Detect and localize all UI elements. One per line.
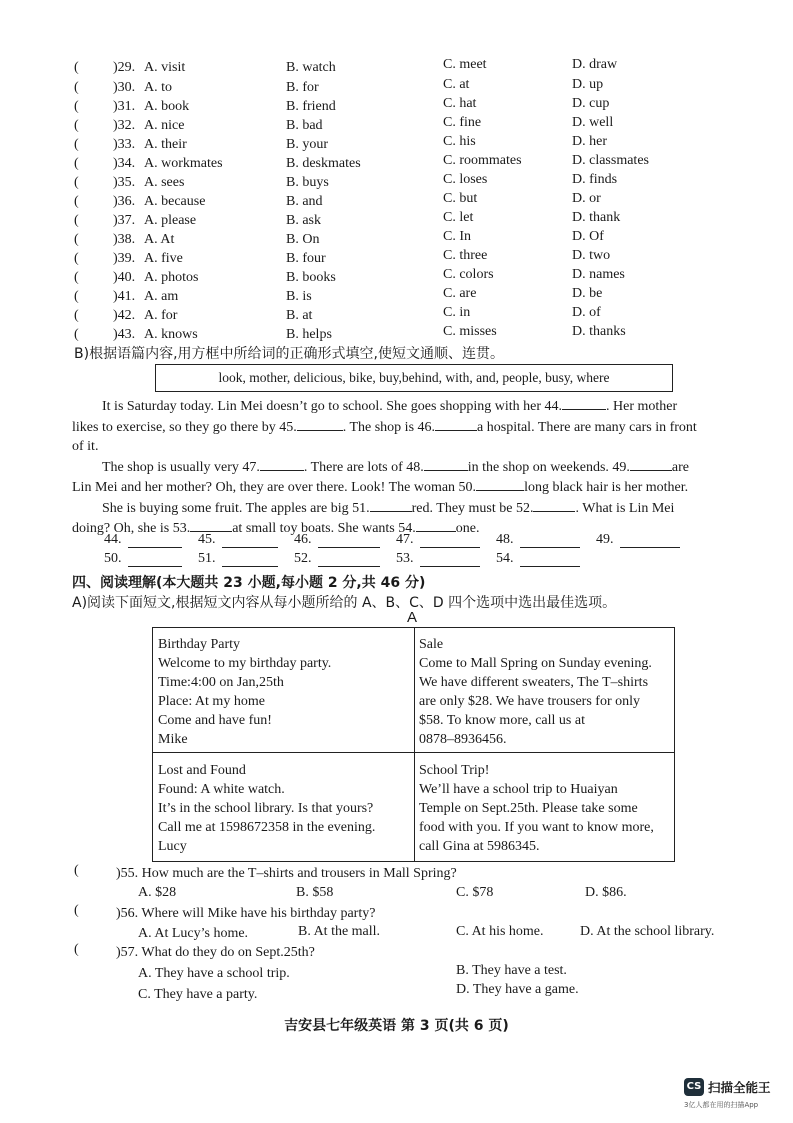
answer-line bbox=[128, 534, 182, 548]
option-c: C. are bbox=[443, 286, 477, 301]
cloze-row bbox=[0, 96, 793, 118]
notice-birthday bbox=[158, 635, 331, 749]
question-number: )35. bbox=[113, 175, 136, 190]
answer-paren[interactable]: ( bbox=[74, 156, 79, 171]
answer-row-1 bbox=[0, 532, 793, 552]
question-number: )41. bbox=[113, 289, 136, 304]
passage-letter: A bbox=[407, 609, 418, 626]
option-a: A. $28 bbox=[138, 885, 177, 900]
answer-label: 52. bbox=[294, 551, 312, 566]
option-a: A. because bbox=[144, 194, 206, 209]
blank-47 bbox=[260, 457, 304, 471]
answer-paren[interactable]: ( bbox=[74, 175, 79, 190]
option-d: D. finds bbox=[572, 172, 618, 187]
option-d: D. be bbox=[572, 286, 603, 301]
option-d: D. up bbox=[572, 77, 604, 92]
p3-line1c: . What is Lin Mei bbox=[575, 500, 675, 516]
passage-b bbox=[72, 396, 762, 539]
blank-52 bbox=[533, 498, 575, 512]
cloze-row bbox=[0, 57, 793, 79]
table-divider-horizontal bbox=[153, 752, 674, 753]
option-c: C. three bbox=[443, 248, 488, 263]
option-b: B. helps bbox=[286, 327, 332, 342]
answer-label: 49. bbox=[596, 532, 614, 547]
question-number: )30. bbox=[113, 80, 136, 95]
answer-label: 50. bbox=[104, 551, 122, 566]
option-a: A. book bbox=[144, 99, 190, 114]
answer-paren[interactable]: ( bbox=[74, 118, 79, 133]
answer-paren[interactable]: ( bbox=[74, 270, 79, 285]
option-d: D. of bbox=[572, 305, 601, 320]
option-b: B. your bbox=[286, 137, 328, 152]
notice-line: Place: At my home bbox=[158, 694, 265, 709]
notice-line: food with you. If you want to know more, bbox=[419, 820, 654, 835]
section-four-instruction: A)阅读下面短文,根据短文内容从每小题所给的 A、B、C、D 四个选项中选出最佳选项。 bbox=[72, 595, 617, 611]
option-b: B. At the mall. bbox=[298, 924, 381, 939]
option-a: A. They have a school trip. bbox=[138, 966, 290, 981]
answer-line bbox=[520, 553, 580, 567]
notice-lost-found bbox=[158, 761, 375, 856]
option-d: D. $86. bbox=[585, 885, 627, 900]
notice-line: Come to Mall Spring on Sunday evening. bbox=[419, 656, 652, 671]
notice-line: are only $28. We have trousers for only bbox=[419, 694, 640, 709]
option-a: A. knows bbox=[144, 327, 198, 342]
option-d: D. her bbox=[572, 134, 607, 149]
question-number: )36. bbox=[113, 194, 136, 209]
option-d: D. thank bbox=[572, 210, 621, 225]
p2-line1d: are bbox=[671, 459, 689, 475]
notice-title: Birthday Party bbox=[158, 637, 241, 652]
notice-title: School Trip! bbox=[419, 763, 490, 778]
answer-paren[interactable]: ( bbox=[74, 903, 79, 918]
answer-label: 44. bbox=[104, 532, 122, 547]
option-b: B. books bbox=[286, 270, 336, 285]
option-b: B. friend bbox=[286, 99, 336, 114]
option-b: B. watch bbox=[286, 60, 336, 75]
option-b: B. $58 bbox=[296, 885, 334, 900]
cloze-row bbox=[0, 77, 793, 99]
option-c: C. at bbox=[443, 77, 470, 92]
answer-label: 53. bbox=[396, 551, 414, 566]
option-a: A. for bbox=[144, 308, 178, 323]
notice-line: call Gina at 5986345. bbox=[419, 839, 540, 854]
p1-line2a: likes to exercise, so they go there by 45. bbox=[72, 419, 297, 435]
cloze-row bbox=[0, 172, 793, 194]
option-a: A. workmates bbox=[144, 156, 223, 171]
answer-line bbox=[420, 553, 480, 567]
option-a: A. nice bbox=[144, 118, 185, 133]
p1-line2b: . The shop is 46. bbox=[342, 419, 436, 435]
answer-paren[interactable]: ( bbox=[74, 137, 79, 152]
option-a: A. sees bbox=[144, 175, 185, 190]
answer-line bbox=[222, 534, 278, 548]
option-d: D. Of bbox=[572, 229, 604, 244]
answer-paren[interactable]: ( bbox=[74, 60, 79, 75]
cloze-row bbox=[0, 153, 793, 175]
notice-line: Time:4:00 on Jan,25th bbox=[158, 675, 284, 690]
p2-line1c: in the shop on weekends. 49. bbox=[467, 459, 630, 475]
table-divider-vertical bbox=[414, 628, 415, 861]
answer-paren[interactable]: ( bbox=[74, 194, 79, 209]
answer-label: 47. bbox=[396, 532, 414, 547]
notices-table bbox=[152, 627, 675, 862]
notice-line: Mike bbox=[158, 732, 188, 747]
answer-line bbox=[420, 534, 480, 548]
p2-line1b: . There are lots of 48. bbox=[303, 459, 424, 475]
camscanner-icon: CS bbox=[684, 1078, 704, 1096]
notice-line: Come and have fun! bbox=[158, 713, 272, 728]
option-b: B. and bbox=[286, 194, 323, 209]
notice-line: We’ll have a school trip to Huaiyan bbox=[419, 782, 618, 797]
option-c: C. $78 bbox=[456, 885, 494, 900]
question-number: )33. bbox=[113, 137, 136, 152]
option-d: D. names bbox=[572, 267, 625, 282]
section-b-instruction: B)根据语篇内容,用方框中所给词的正确形式填空,使短文通顺、连贯。 bbox=[74, 346, 504, 362]
option-a: A. visit bbox=[144, 60, 186, 75]
notice-line: 0878–8936456. bbox=[419, 732, 507, 747]
cloze-row bbox=[0, 210, 793, 232]
word-box: look, mother, delicious, bike, buy,behind, with, and, people, busy, where bbox=[155, 364, 673, 392]
p3-line1b: red. They must be 52. bbox=[411, 500, 534, 516]
answer-paren[interactable]: ( bbox=[74, 99, 79, 114]
answer-paren[interactable]: ( bbox=[74, 213, 79, 228]
option-b: B. four bbox=[286, 251, 326, 266]
option-a: A. please bbox=[144, 213, 197, 228]
answer-paren[interactable]: ( bbox=[74, 289, 79, 304]
option-d: D. two bbox=[572, 248, 611, 263]
option-c: C. They have a party. bbox=[138, 987, 258, 1002]
option-a: A. to bbox=[144, 80, 172, 95]
option-b: B. is bbox=[286, 289, 312, 304]
option-d: D. cup bbox=[572, 96, 610, 111]
notice-title: Lost and Found bbox=[158, 763, 246, 778]
cloze-row bbox=[0, 305, 793, 327]
section-four-heading: 四、阅读理解(本大题共 23 小题,每小题 2 分,共 46 分) bbox=[72, 575, 426, 591]
answer-line bbox=[318, 534, 380, 548]
cloze-row bbox=[0, 229, 793, 251]
answer-row-2 bbox=[0, 551, 793, 571]
option-c: C. colors bbox=[443, 267, 494, 282]
option-d: D. classmates bbox=[572, 153, 649, 168]
option-b: B. They have a test. bbox=[456, 963, 567, 978]
option-c: C. his bbox=[443, 134, 476, 149]
option-d: D. draw bbox=[572, 57, 618, 72]
blank-45 bbox=[297, 417, 343, 431]
question-number: )29. bbox=[113, 60, 136, 75]
answer-label: 45. bbox=[198, 532, 216, 547]
option-b: B. for bbox=[286, 80, 319, 95]
answer-line bbox=[318, 553, 380, 567]
blank-54 bbox=[416, 518, 456, 532]
page-footer: 吉安县七年级英语 第 3 页(共 6 页) bbox=[284, 1018, 509, 1034]
option-c: C. At his home. bbox=[456, 924, 544, 939]
answer-paren[interactable]: ( bbox=[74, 232, 79, 247]
blank-46 bbox=[435, 417, 477, 431]
option-a: A. am bbox=[144, 289, 179, 304]
answer-paren[interactable]: ( bbox=[74, 863, 79, 878]
p2-line2b: long black hair is her mother. bbox=[524, 480, 689, 495]
option-b: B. ask bbox=[286, 213, 321, 228]
question-stem: )57. What do they do on Sept.25th? bbox=[116, 945, 315, 960]
question-stem: )55. How much are the T–shirts and trousers in Mall Spring? bbox=[116, 866, 457, 881]
notice-line: We have different sweaters, The T–shirts bbox=[419, 675, 649, 690]
question-number: )40. bbox=[113, 270, 136, 285]
option-c: C. meet bbox=[443, 57, 487, 72]
answer-line bbox=[620, 534, 680, 548]
p3-line1a: She is buying some fruit. The apples are big 51. bbox=[102, 500, 370, 516]
p2-line1a: The shop is usually very 47. bbox=[102, 459, 260, 475]
option-a: A. their bbox=[144, 137, 187, 152]
p1-line1a: It is Saturday today. Lin Mei doesn’t go to school. She goes shopping with her 44. bbox=[102, 399, 563, 414]
notice-line: Call me at 1598672358 in the evening. bbox=[158, 820, 376, 835]
question-number: )39. bbox=[113, 251, 136, 266]
notice-line: Temple on Sept.25th. Please take some bbox=[419, 801, 638, 816]
cloze-row bbox=[0, 267, 793, 289]
cloze-row bbox=[0, 286, 793, 308]
option-c: C. loses bbox=[443, 172, 488, 187]
cloze-row bbox=[0, 248, 793, 270]
answer-paren[interactable]: ( bbox=[74, 308, 79, 323]
answer-paren[interactable]: ( bbox=[74, 251, 79, 266]
question-number: )42. bbox=[113, 308, 136, 323]
answer-label: 51. bbox=[198, 551, 216, 566]
option-c: C. in bbox=[443, 305, 471, 320]
question-number: )32. bbox=[113, 118, 136, 133]
answer-label: 54. bbox=[496, 551, 514, 566]
p1-line1b: . Her mother bbox=[606, 399, 678, 414]
option-c: C. let bbox=[443, 210, 474, 225]
answer-line bbox=[520, 534, 580, 548]
blank-50 bbox=[476, 477, 524, 491]
scanner-name: 扫描全能王 bbox=[708, 1080, 771, 1095]
notice-line: Found: A white watch. bbox=[158, 782, 285, 797]
question-number: )31. bbox=[113, 99, 136, 114]
blank-51 bbox=[370, 498, 412, 512]
notice-school-trip bbox=[419, 761, 654, 856]
option-d: D. They have a game. bbox=[456, 982, 579, 997]
scanner-tagline: 3亿人都在用的扫描App bbox=[684, 1101, 759, 1109]
option-c: C. fine bbox=[443, 115, 482, 130]
p1-line3: of it. bbox=[72, 439, 99, 454]
cloze-row bbox=[0, 191, 793, 213]
option-d: D. thanks bbox=[572, 324, 626, 339]
question-stem: )56. Where will Mike have his birthday party? bbox=[116, 906, 376, 921]
p3-line2a: doing? Oh, she is 53. bbox=[72, 521, 191, 536]
option-a: A. At Lucy’s home. bbox=[138, 926, 249, 941]
option-b: B. deskmates bbox=[286, 156, 361, 171]
answer-line bbox=[222, 553, 278, 567]
blank-48 bbox=[424, 457, 468, 471]
notice-line: $58. To know more, call us at bbox=[419, 713, 585, 728]
option-d: D. At the school library. bbox=[580, 924, 715, 939]
cloze-row bbox=[0, 134, 793, 156]
option-c: C. In bbox=[443, 229, 471, 244]
answer-label: 46. bbox=[294, 532, 312, 547]
p3-line2c: one. bbox=[455, 521, 480, 536]
p3-line2b: at small toy boats. She wants 54. bbox=[232, 521, 416, 536]
notice-title: Sale bbox=[419, 637, 444, 652]
blank-53 bbox=[190, 518, 232, 532]
answer-paren[interactable]: ( bbox=[74, 80, 79, 95]
option-c: C. but bbox=[443, 191, 478, 206]
question-number: )34. bbox=[113, 156, 136, 171]
notice-line: It’s in the school library. Is that yours? bbox=[158, 801, 374, 816]
answer-label: 48. bbox=[496, 532, 514, 547]
question-number: )38. bbox=[113, 232, 136, 247]
answer-line bbox=[128, 553, 182, 567]
option-a: A. At bbox=[144, 232, 175, 247]
option-a: A. five bbox=[144, 251, 183, 266]
option-b: B. bad bbox=[286, 118, 323, 133]
option-b: B. buys bbox=[286, 175, 329, 190]
blank-49 bbox=[630, 457, 672, 471]
option-d: D. well bbox=[572, 115, 614, 130]
option-c: C. hat bbox=[443, 96, 477, 111]
notice-sale bbox=[419, 635, 652, 749]
question-number: )37. bbox=[113, 213, 136, 228]
notice-line: Welcome to my birthday party. bbox=[158, 656, 332, 671]
p2-line2a: Lin Mei and her mother? Oh, they are over there. Look! The woman 50. bbox=[72, 480, 477, 495]
answer-paren[interactable]: ( bbox=[74, 327, 79, 342]
question-number: )43. bbox=[113, 327, 136, 342]
option-c: C. roommates bbox=[443, 153, 522, 168]
blank-44 bbox=[562, 396, 606, 410]
notice-line: Lucy bbox=[158, 839, 187, 854]
option-b: B. at bbox=[286, 308, 313, 323]
option-d: D. or bbox=[572, 191, 601, 206]
option-a: A. photos bbox=[144, 270, 199, 285]
answer-paren[interactable]: ( bbox=[74, 942, 79, 957]
option-b: B. On bbox=[286, 232, 320, 247]
option-c: C. misses bbox=[443, 324, 497, 339]
cloze-row bbox=[0, 115, 793, 137]
p1-line2c: a hospital. There are many cars in front bbox=[477, 419, 697, 435]
